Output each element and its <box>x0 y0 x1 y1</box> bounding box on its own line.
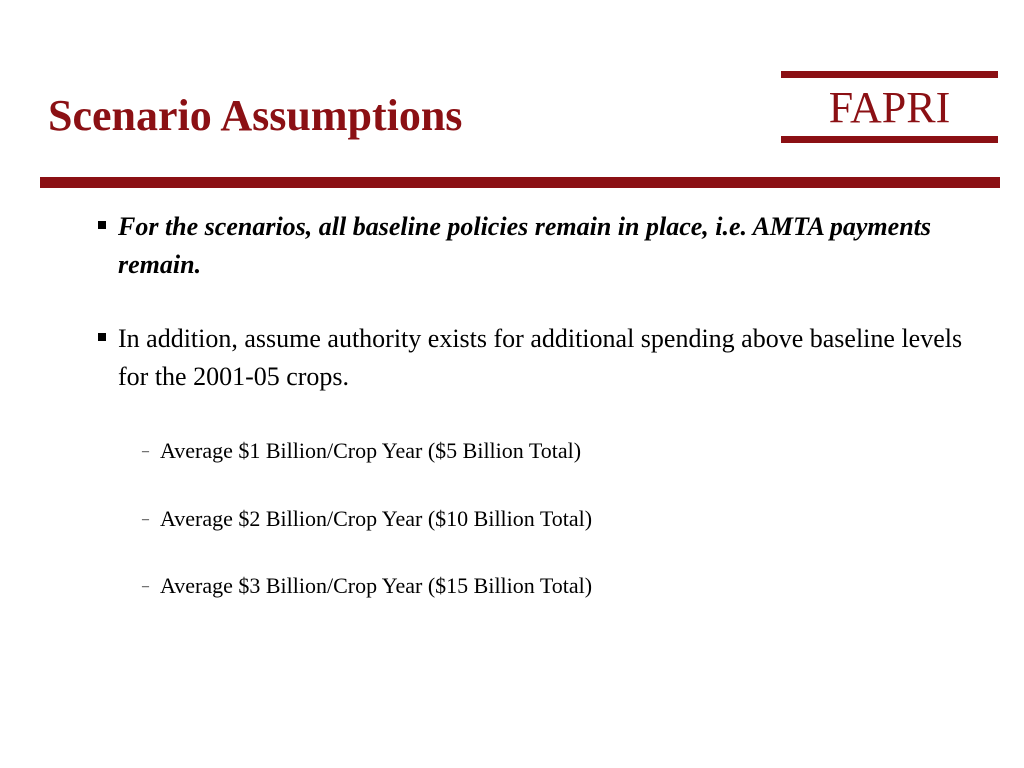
square-bullet-icon <box>98 333 106 341</box>
logo-text: FAPRI <box>828 83 951 132</box>
bullet-item <box>118 320 988 396</box>
sub-bullet-item <box>142 436 980 466</box>
dash-bullet-icon: – <box>142 444 149 459</box>
bullet-text: In addition, assume authority exists for additional spending above baseline levels for the 2001-05 crops. <box>118 324 963 391</box>
sub-bullet-item <box>142 571 980 601</box>
bullet-item <box>118 208 988 284</box>
bullet-text: For the scenarios, all baseline policies remain in place, i.e. AMTA payments remain. <box>118 212 931 279</box>
slide-title: Scenario Assumptions <box>48 91 463 140</box>
dash-bullet-icon: – <box>142 512 149 527</box>
square-bullet-icon <box>98 221 106 229</box>
sub-bullet-text: Average $2 Billion/Crop Year ($10 Billion Total) <box>160 506 593 531</box>
sub-bullet-text: Average $1 Billion/Crop Year ($5 Billion Total) <box>160 438 582 463</box>
sub-bullet-text: Average $3 Billion/Crop Year ($15 Billion Total) <box>160 573 593 598</box>
sub-bullet-item <box>142 504 980 534</box>
dash-bullet-icon: – <box>142 579 149 594</box>
